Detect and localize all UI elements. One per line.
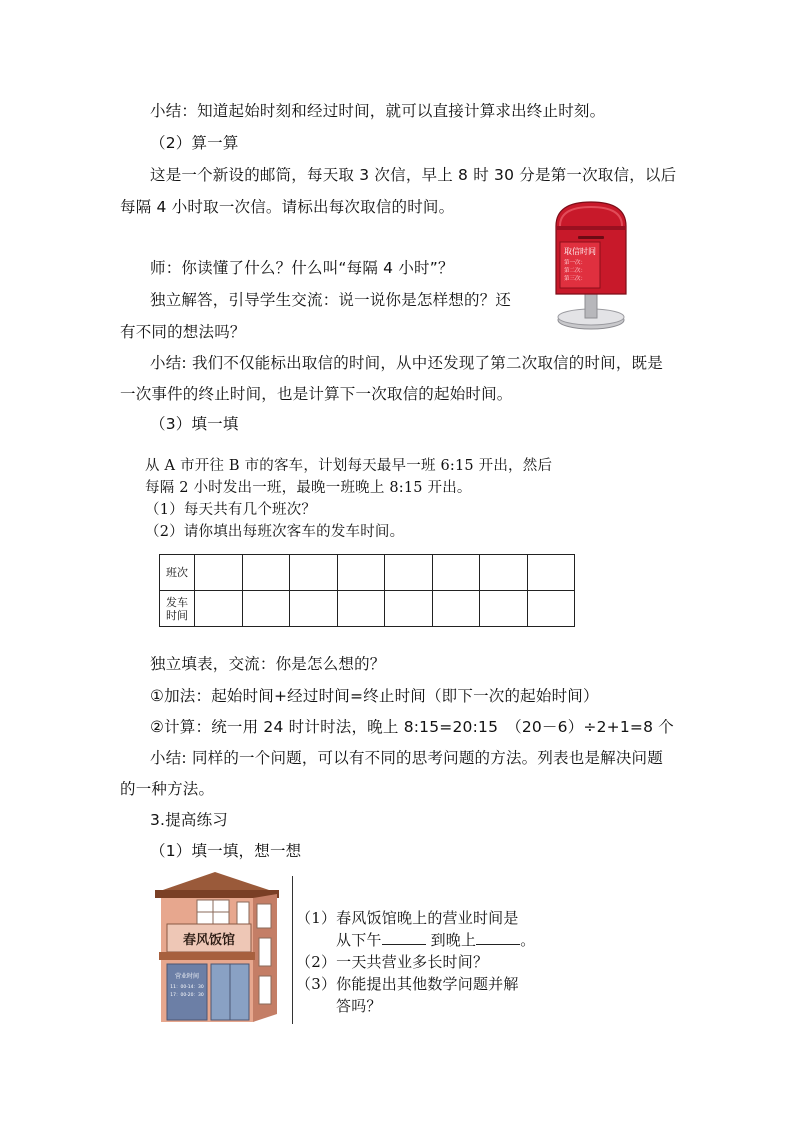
restaurant-question-2: （2）一天共营业多长时间？ (296, 953, 489, 971)
table-cell[interactable] (290, 555, 338, 591)
summary-3-line1: 小结: 同样的一个问题，可以有不同的思考问题的方法。列表也是解决问题 (150, 749, 663, 767)
mailbox-sign-line: 第二次： (564, 268, 587, 274)
summary-2-line2: 一次事件的终止时间，也是计算下一次取信的起始时间。 (120, 385, 513, 403)
answer-blank-start[interactable] (382, 930, 426, 945)
table-cell[interactable] (195, 555, 243, 591)
table-cell[interactable] (290, 591, 338, 627)
row-header-departure-time (160, 591, 195, 627)
q1-text-to: 到晚上 (430, 931, 477, 949)
mailbox-problem-line1: 这是一个新设的邮筒，每天取 3 次信，早上 8 时 30 分是第一次取信，以后 (150, 166, 677, 184)
method-calculation: ②计算：统一用 24 时计时法，晚上 8:15=20:15 （20－6）÷2+1=8 个 (150, 718, 674, 736)
section-heading-3: （3）填一填 (150, 415, 239, 433)
section-heading-2: （2）算一算 (150, 134, 239, 152)
divider (292, 876, 293, 1024)
restaurant-question-3b: 答吗？ (336, 997, 382, 1015)
bus-problem-line2: 每隔 2 小时发出一班，最晚一班晚上 8:15 开出。 (145, 480, 472, 496)
mailbox-illustration (548, 196, 634, 336)
row-header-line: 时间 (166, 608, 188, 622)
table-cell[interactable] (527, 555, 575, 591)
restaurant-sign: 春风饭馆 (182, 933, 236, 948)
hours-line: 17：00-20：30 (170, 993, 204, 998)
independent-solve-line2: 有不同的想法吗？ (120, 323, 246, 341)
section-heading-practice: 3.提高练习 (150, 811, 228, 829)
restaurant-question-1a: （1）春风饭馆晚上的营业时间是 (296, 909, 519, 927)
restaurant-question-3a: （3）你能提出其他数学问题并解 (296, 975, 519, 993)
table-cell[interactable] (242, 591, 290, 627)
bus-question-1: （1）每天共有几个班次？ (145, 502, 317, 518)
row-header-line: 发车 (166, 595, 188, 609)
table-cell[interactable] (242, 555, 290, 591)
teacher-question: 师：你读懂了什么？什么叫“每隔 4 小时”？ (150, 259, 454, 277)
answer-blank-end[interactable] (476, 930, 520, 945)
method-addition: ①加法：起始时间+经过时间=终止时间（即下一次的起始时间） (150, 687, 599, 705)
table-cell[interactable] (480, 555, 528, 591)
table-cell[interactable] (337, 555, 385, 591)
mailbox-sign-line: 第三次： (564, 276, 587, 282)
mailbox-sign-title: 取信时间 (564, 247, 596, 256)
q1-text-from: 从下午 (336, 931, 382, 949)
table-cell[interactable] (432, 555, 480, 591)
hours-title: 营业时间 (174, 973, 200, 980)
table-row (160, 591, 575, 627)
bus-schedule-table (159, 554, 575, 627)
table-row (160, 555, 575, 591)
mailbox-problem-line2: 每隔 4 小时取一次信。请标出每次取信的时间。 (120, 198, 455, 216)
restaurant-question-1b (336, 930, 535, 950)
summary-3-line2: 的一种方法。 (120, 780, 215, 798)
section-heading-fill-think: （1）填一填，想一想 (150, 842, 302, 860)
table-cell[interactable] (527, 591, 575, 627)
table-cell[interactable] (432, 591, 480, 627)
summary-2-line1: 小结: 我们不仅能标出取信的时间，从中还发现了第二次取信的时间，既是 (150, 354, 663, 372)
bus-question-2: （2）请你填出每班次客车的发车时间。 (145, 524, 405, 540)
table-cell[interactable] (480, 591, 528, 627)
row-header-class-number: 班次 (160, 555, 195, 591)
bus-problem-line1: 从 A 市开往 B 市的客车，计划每天最早一班 6:15 开出，然后 (145, 458, 553, 474)
table-cell[interactable] (337, 591, 385, 627)
hours-line: 11：00-14：30 (170, 985, 204, 990)
table-cell[interactable] (195, 591, 243, 627)
q1-text-end: 。 (520, 931, 536, 949)
restaurant-illustration (153, 872, 285, 1024)
independent-solve-line1: 独立解答，引导学生交流：说一说你是怎样想的？还 (150, 291, 512, 309)
table-cell[interactable] (385, 555, 433, 591)
mailbox-sign-line: 第一次： (564, 260, 587, 266)
fill-table-discussion: 独立填表，交流：你是怎么想的？ (150, 655, 386, 673)
summary-1: 小结：知道起始时刻和经过时间，就可以直接计算求出终止时刻。 (150, 102, 606, 120)
table-cell[interactable] (385, 591, 433, 627)
